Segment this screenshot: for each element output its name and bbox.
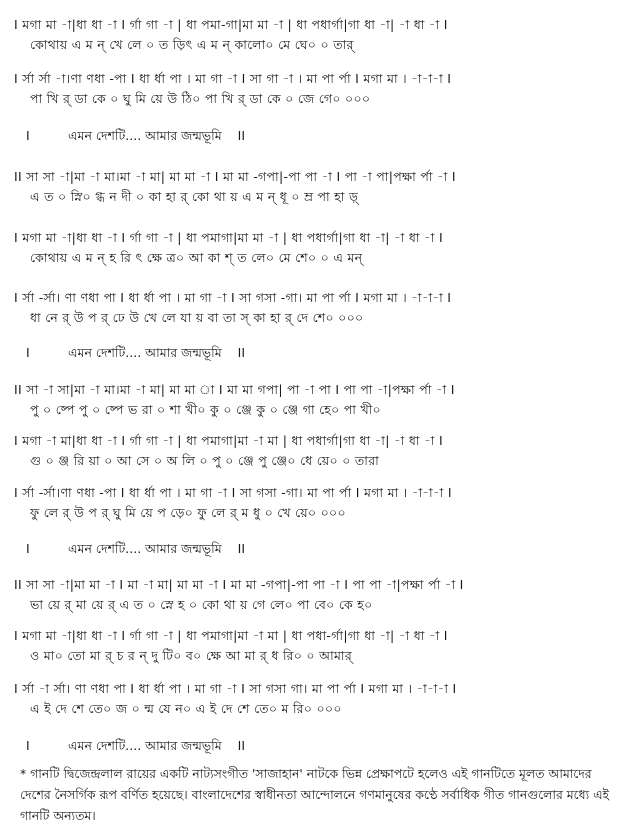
start-mark: I — [26, 128, 30, 143]
lyric-line: পা খি র্ ডা কে ০ ঘু মি য়ে উ ঠি০ পা খি র্ ডা কে ০ জে গে০ ০০০ — [30, 91, 371, 106]
lyric-line: ফু লে র্ উ প র্ ঘু মি য়ে প ড়ে০ ফু লে র্ ম ধু ০ খে য়ে০ ০০০ — [30, 505, 346, 520]
lyric-line: ও মা০ তো মা র্ চ র ন্ দু টি০ ব০ ক্ষে আ মা র্ ধ রি০ ০ আমার্ — [30, 648, 353, 663]
lyric-line: কোথায় এ ম ন্ হ রি ৎ ক্ষে ত্র০ আ কা শ্ ত লে০ মে শে০ ০ এ মন্ — [30, 250, 363, 265]
notation-line: I মগা -া মা|ধা ধা -া I র্গা গা -া | ধা পমাগা|মা -া মা | ধা পধার্গা|গা ধা -া| -া ধা -া I — [14, 433, 443, 448]
end-mark: II — [237, 128, 246, 143]
refrain-text: এমন দেশটি.... আমার জন্মভূমি — [68, 345, 222, 360]
footnote-text: গানটি দ্বিজেন্দ্রলাল রায়ের একটি নাট্যসংগীত 'সাজাহান' নাটকে ভিন্ন প্রেক্ষাপটে হলেও এই গানটিতে মূলত আমাদের দেশের নৈসর্গিক রূপ বর্ণিত হয়েছে। বাংলাদেশের স্বাধীনতা আন্দোলনে গণমানুষের কণ্ঠে সর্বাধিক গীত গানগুলোর মধ্যে এই গানটি অন্যতম। — [20, 766, 609, 823]
end-mark: II — [237, 345, 246, 360]
refrain-line — [26, 345, 586, 361]
notation-line: I মগা মা -া|ধা ধা -া I র্গা গা -া | ধা পমাগা|মা -া মা | ধা পধা-র্গা|গা ধা -া| -া ধা -া I — [14, 628, 448, 643]
notation-line: I র্সা -র্সা।ণা ণধা -পা I ধা র্ধা পা । মা গা -া I সা গসা -গা। মা পা র্পা I মগা মা । -া-া-া I — [14, 485, 452, 500]
notation-line: I র্সা -র্সা। ণা ণধা পা I ধা র্ধা পা । মা গা -া I সা গসা -গা। মা পা র্পা I মগা মা । -া-া-া I — [14, 290, 452, 305]
refrain-text: এমন দেশটি.... আমার জন্মভূমি — [68, 128, 222, 143]
start-mark: I — [26, 541, 30, 556]
lyric-line: কোথায় এ ম ন্ খে লে ০ ত ড়িৎ এ ম ন্ কালো০ মে ঘে০ ০ তার্ — [30, 37, 354, 52]
lyric-line: পু ০ ষ্পে পু ০ ষ্পে ভ রা ০ শা খী০ কু ০ ঞ্জে কু ০ ঞ্জে গা হে০ পা খী০ — [30, 402, 381, 417]
notation-line: II সা -া সা|মা -া মা।মা -া মা| মা মা া I মা মা গপা| পা -া পা I পা পা -া|পক্ষা র্পা -া I — [14, 382, 455, 397]
refrain-text: এমন দেশটি.... আমার জন্মভূমি — [68, 541, 222, 556]
lyric-line: এ ত ০ স্নি০ গ্ধ ন দী ০ কা হা র্ কো থা য় এ ম ন্ ধূ ০ ম্র পা হা ড়্ — [30, 189, 359, 204]
refrain-line — [26, 738, 586, 754]
lyric-line: ভা য়ে র্ মা য়ে র্ এ ত ০ স্নে হ ০ কো থা য় গে লে০ পা বে০ কে হ০ — [30, 597, 373, 612]
lyric-line: এ ই দে শে তে০ জ ০ ন্ম যে ন০ এ ই দে শে তে০ ম রি০ ০০০ — [30, 701, 342, 716]
notation-line: I র্সা র্সা -া।ণা ণধা -পা I ধা র্ধা পা । মা গা -া I সা গা -া । মা পা র্পা I মগা মা । -া-া-া I — [14, 71, 452, 86]
refrain-text: এমন দেশটি.... আমার জন্মভূমি — [68, 738, 222, 753]
notation-line: I র্সা -া র্সা। ণা ণধা পা I ধা র্ধা পা । মা গা -া I সা গসা গা। মা পা র্পা I মগা মা । -া-া-া I — [14, 681, 457, 696]
start-mark: I — [26, 345, 30, 360]
notation-line: I মগা মা -া|ধা ধা -া I র্গা গা -া | ধা পমাগা|মা মা -া | ধা পধার্গা|গা ধা -া| -া ধা -া I — [14, 230, 443, 245]
footnote — [20, 763, 616, 826]
start-mark: I — [26, 738, 30, 753]
notation-line: I মগা মা -া|ধা ধা -া I র্গা গা -া | ধা পমা-গা|মা মা -া | ধা পধার্গা|গা ধা -া| -া ধা -া I — [14, 17, 448, 32]
refrain-line — [26, 541, 586, 557]
notation-line: II সা সা -া|মা মা -া I মা -া মা| মা মা -া I মা মা -গপা|-পা পা -া I পা পা -া|পক্ষা র্পা -া I — [14, 577, 464, 592]
lyric-line: ধা নে র্ উ প র্ ঢে উ খে লে যা য় বা তা স্ কা হা র্ দে শে০ ০০০ — [30, 310, 364, 325]
lyric-line: গু ০ ঞ্জ রি য়া ০ আ সে ০ অ লি ০ পু ০ ঞ্জে পু ঞ্জে০ ধে য়ে০ ০ তারা — [30, 453, 380, 468]
notation-line: II সা সা -া|মা -া মা।মা -া মা| মা মা -া I মা মা -গপা|-পা পা -া I পা -া পা|পক্ষা র্পা -া I — [14, 169, 456, 184]
footnote-marker: * — [20, 766, 27, 781]
end-mark: II — [237, 738, 246, 753]
refrain-line — [26, 128, 586, 144]
end-mark: II — [237, 541, 246, 556]
